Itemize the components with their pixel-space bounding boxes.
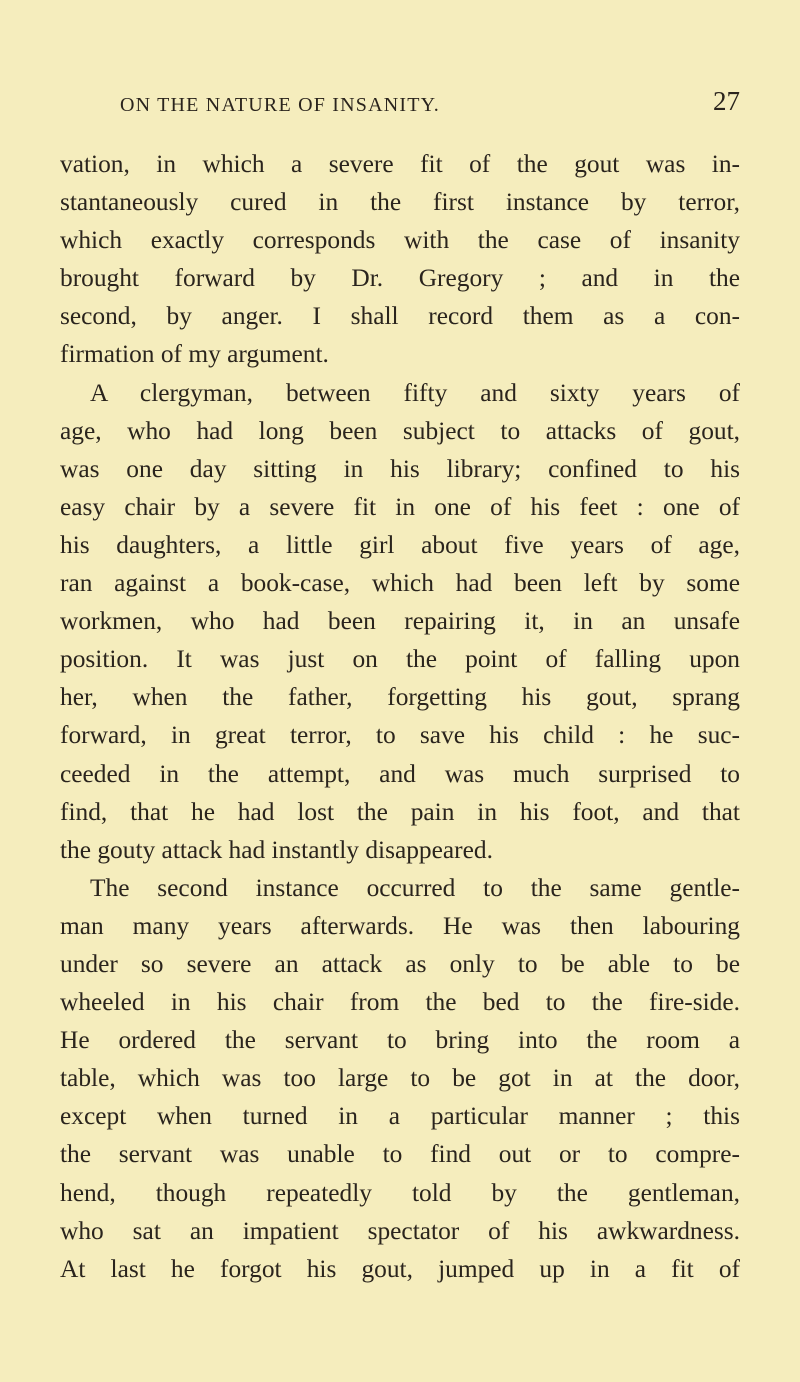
text-line: except when turned in a particular manner ; this [60, 1102, 740, 1131]
text-line: At last he forgot his gout, jumped up in a fit of [60, 1254, 740, 1283]
text-line: stantaneously cured in the first instance by terror, [60, 188, 740, 217]
text-line: her, when the father, forgetting his gout, sprang [60, 683, 740, 712]
text-line: forward, in great terror, to save his child : he suc- [60, 721, 740, 750]
running-title: ON THE NATURE OF INSANITY. [120, 94, 440, 116]
text-line: hend, though repeatedly told by the gentleman, [60, 1178, 740, 1207]
text-line: his daughters, a little girl about five years of age, [60, 530, 740, 559]
text-line: under so severe an attack as only to be able to be [60, 949, 740, 978]
text-line: vation, in which a severe fit of the gout was in- [60, 150, 740, 178]
text-line: position. It was just on the point of falling upon [60, 645, 740, 674]
text-line: find, that he had lost the pain in his foot, and that [60, 797, 740, 826]
text-line: second, by anger. I shall record them as a con- [60, 302, 740, 331]
text-line: wheeled in his chair from the bed to the fire-side. [60, 988, 740, 1017]
text-line: who sat an impatient spectator of his awkwardness. [60, 1216, 740, 1245]
text-line: ran against a book-case, which had been left by some [60, 569, 740, 598]
page-number: 27 [713, 86, 740, 116]
text-line: He ordered the servant to bring into the room a [60, 1026, 740, 1055]
body-text [60, 145, 740, 1288]
text-line: the servant was unable to find out or to compre- [60, 1140, 740, 1169]
text-line: the gouty attack had instantly disappeared. [60, 835, 493, 864]
text-line: was one day sitting in his library; confined to his [60, 454, 740, 483]
text-line: workmen, who had been repairing it, in an unsafe [60, 607, 740, 636]
running-head [108, 88, 740, 128]
text-line: man many years afterwards. He was then labouring [60, 911, 740, 940]
text-line: table, which was too large to be got in at the door, [60, 1064, 740, 1093]
paragraph-start-line: The second instance occurred to the same gentle- [90, 873, 740, 902]
text-line: ceeded in the attempt, and was much surprised to [60, 759, 740, 788]
paragraph-start-line: A clergyman, between fifty and sixty years of [90, 378, 740, 407]
text-line: firmation of my argument. [60, 340, 329, 369]
text-line: brought forward by Dr. Gregory ; and in the [60, 264, 740, 293]
text-line: age, who had long been subject to attacks of gout, [60, 416, 740, 445]
text-line: which exactly corresponds with the case of insanity [60, 226, 740, 255]
text-line: easy chair by a severe fit in one of his feet : one of [60, 492, 740, 521]
